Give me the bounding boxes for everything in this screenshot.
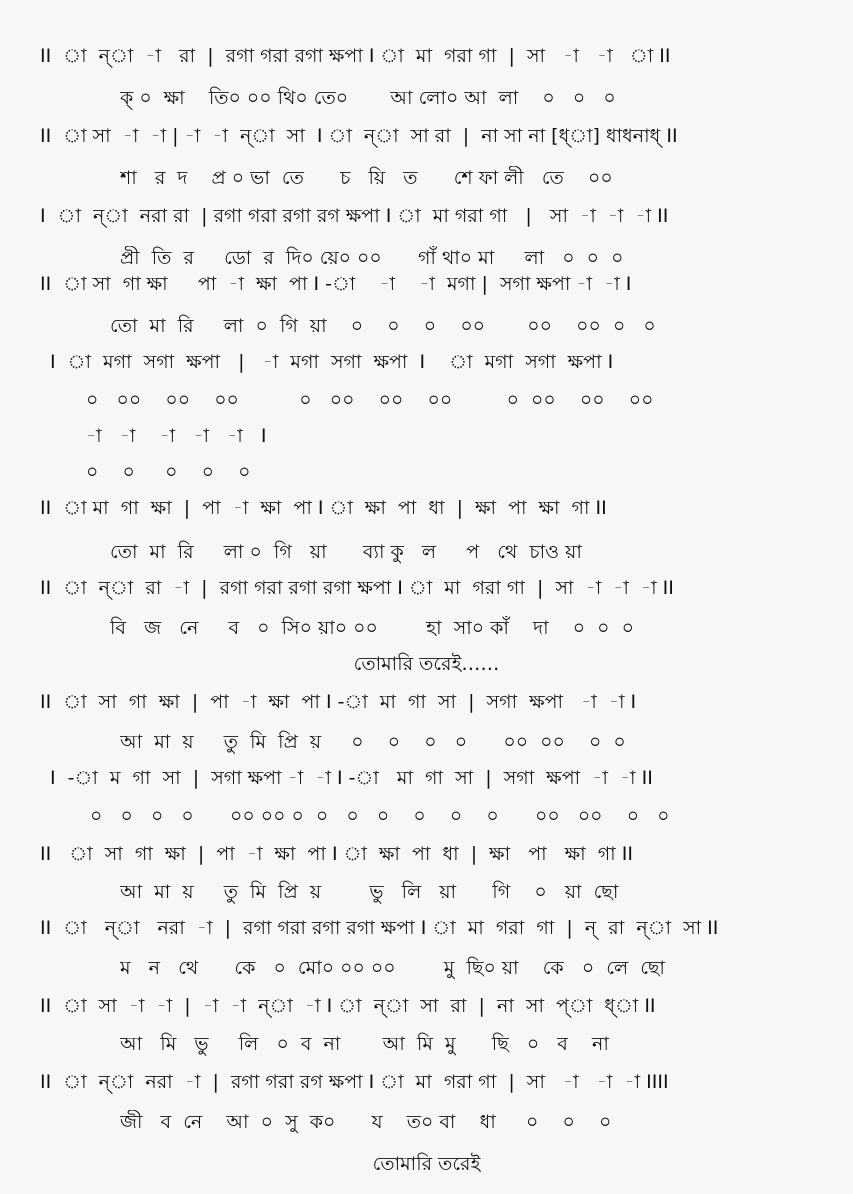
notation-line-10: I -া ম গা সা | সগা ক্ষপা -া -া I -া মা গা সা | সগা ক্ষপা -া -া II [50, 767, 653, 789]
notation-line-14: II া ন্‌া নরা -া | রগা গরা রগ ক্ষপা I া মা গরা গা | সা -া -া -া IIII [40, 1071, 669, 1093]
notation-line-3: I া ন্‌া নরা রা | রগা গরা রগা রগ ক্ষপা I া মা গরা গা | সা -া -া -া II [40, 205, 669, 227]
notation-line-1: II া ন্‌া -া রা | রগা গরা রগা ক্ষপা I া মা গরা গা | সা -া -া া II [40, 45, 671, 67]
lyric-line-3: প্রী তি র ডো র দি০ য়ে০ ০০ গাঁ থা০ মা লা ০ ০ ০ [120, 247, 624, 269]
lyric-line-14: জী ব নে আ ০ সু ক০ য ত০ বা ধা ০ ০ ০ [120, 1111, 612, 1133]
refrain-heading-2: তোমারি তরেই [372, 1153, 481, 1175]
lyric-line-1: ক্‌ ০ ক্ষা তি০ ০০ থি০ তে০ আ লো০ আ লা ০ ০ ০ [120, 87, 616, 109]
notation-line-12: II া ন্‌া নরা -া | রগা গরা রগা রগা ক্ষপা I া মা গরা গা | ন্‌ রা ন্‌া সা II [40, 917, 719, 939]
lyric-line-10: ০ ০ ০ ০ ০০ ০০ ০ ০ ০ ০ ০ ০ ০ ০০ ০০ ০ ০ [90, 805, 670, 827]
lyric-line-4: তো মা রি লা ০ গি য়া ০ ০ ০ ০০ ০০ ০০ ০ ০ [110, 315, 656, 337]
notation-line-13: II া সা -া -া | -া -া ন্‌া -া I া ন্‌া সা রা | না সা প্‌া ধ্‌া II [40, 995, 656, 1017]
notation-line-5: I া মগা সগা ক্ষপা | -া মগা সগা ক্ষপা I া মগা সগা ক্ষপা I [50, 351, 614, 373]
notation-line-4: II া সা গা ক্ষা পা -া ক্ষা পা I -া -া -া মগা | সগা ক্ষপা -া -া I [40, 273, 632, 295]
lyric-line-8: বি জ নে ব ০ সি০ য়া০ ০০ হা সা০ কাঁ দা ০ ০ ০ [110, 617, 634, 639]
notation-line-2: II া সা -া -া | -া -া ন্‌া সা I া ন্‌া সা রা | না সা না [ধ্‌া] ধাধনাধ্‌ II [40, 125, 678, 147]
lyric-line-9: আ মা য় তু মি প্রি য় ০ ০ ০ ০ ০০ ০০ ০ ০ [120, 731, 626, 753]
lyric-line-11: আ মা য় তু মি প্রি য় ভু লি য়া গি ০ য়া ছো [120, 881, 619, 903]
lyric-line-12: ম ন থে কে ০ মো০ ০০ ০০ মু ছি০ য়া কে ০ লে ছো [120, 957, 665, 979]
refrain-heading-1: তোমারি তরেই…… [353, 653, 500, 675]
notation-line-11: II া সা গা ক্ষা | পা -া ক্ষা পা I া ক্ষা পা ধা | ক্ষা পা ক্ষা গা II [40, 843, 633, 865]
lyric-line-2: শা র দ প্র ০ ভা তে চ য়ি ত শে ফা লী তে ০০ [120, 167, 613, 189]
lyric-line-6: ০ ০ ০ ০ ০ [86, 461, 251, 483]
notation-line-7: II া মা গা ক্ষা | পা -া ক্ষা পা I া ক্ষা পা ধা | ক্ষা পা ক্ষা গা II [40, 497, 607, 519]
lyric-line-13: আ মি ভু লি ০ ব না আ মি মু ছি ০ ব না [120, 1033, 609, 1055]
notation-line-6: -া -া -া -া -া I [86, 425, 267, 447]
notation-line-9: II া সা গা ক্ষা | পা -া ক্ষা পা I -া মা গা সা | সগা ক্ষপা -া -া I [40, 691, 637, 713]
notation-line-8: II া ন্‌া রা -া | রগা গরা রগা রগা ক্ষপা I া মা গরা গা | সা -া -া -া II [40, 577, 674, 599]
lyric-line-7: তো মা রি লা ০ গি য়া ব্যা কু ল প থে চাও য়া [110, 541, 582, 563]
lyric-line-5: ০ ০০ ০০ ০০ ০ ০০ ০০ ০০ ০ ০০ ০০ ০০ [86, 389, 654, 411]
